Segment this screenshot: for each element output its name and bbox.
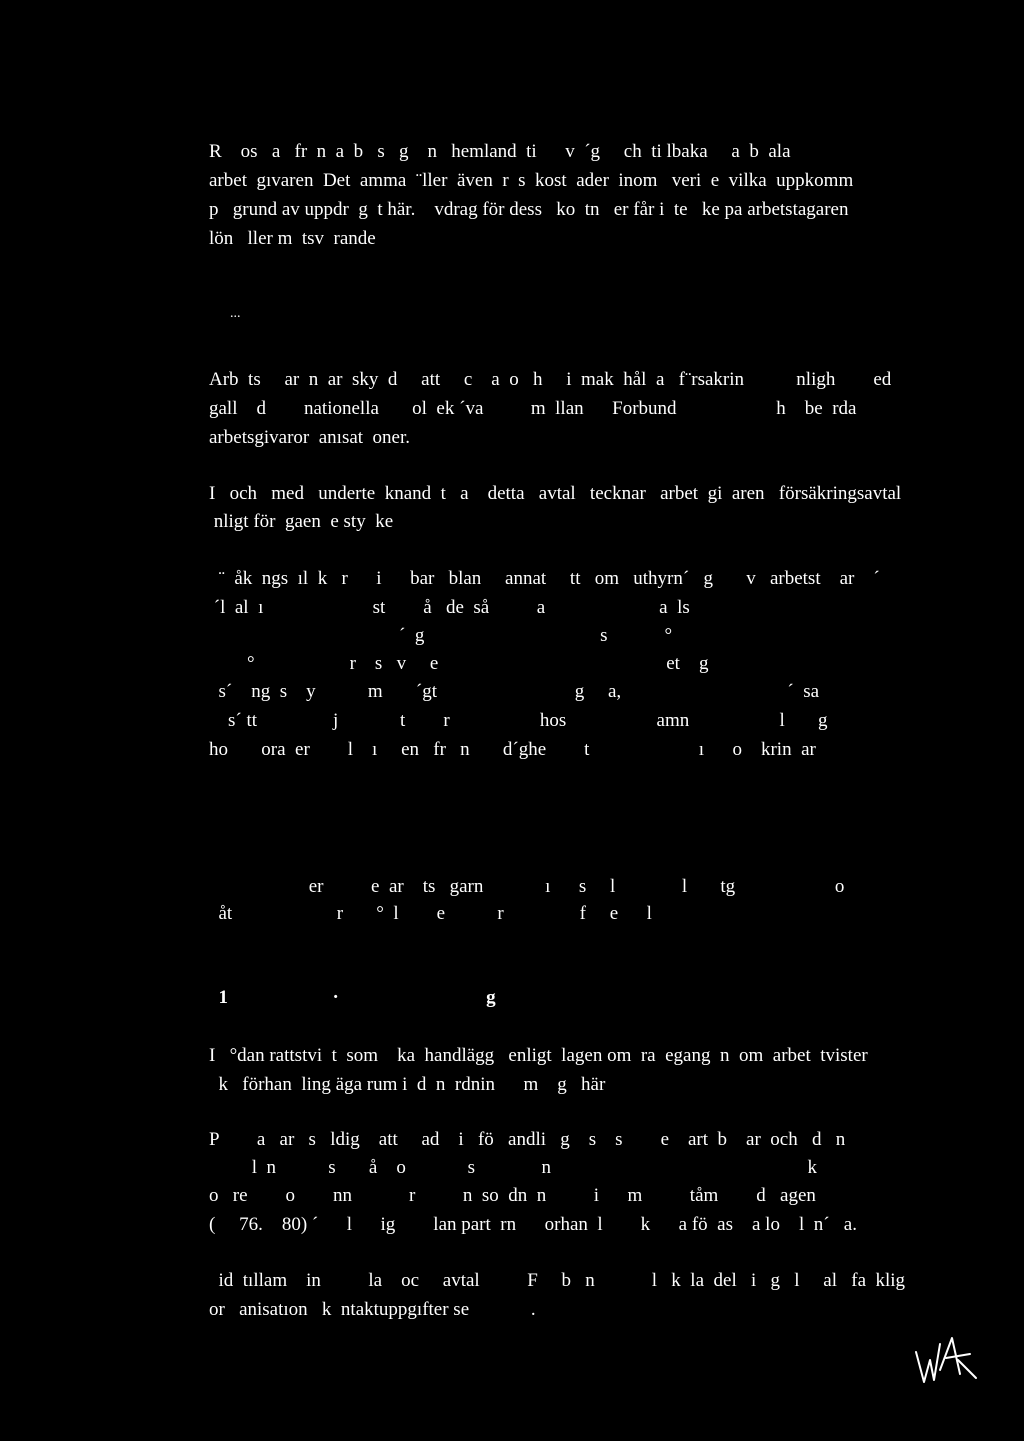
text-line: åt r ° l e r f e l	[209, 903, 652, 924]
text-line: R os a fr n a b s g n hemland ti v ´g ch ti lbaka a b ala	[209, 141, 791, 162]
text-line: ° r s v e et g	[209, 653, 709, 674]
text-line: I °dan rattstvi t som ka handlägg enligt lagen om ra egang n om arbet tvister	[209, 1045, 868, 1066]
text-line: p grund av uppdr g t här. vdrag för dess ko tn er får i te ke pa arbetstagaren	[209, 199, 849, 220]
text-line: s´ ng s y m ´gt g a, ´ sa	[209, 681, 820, 702]
text-line: arbetsgivaror anısat oner.	[209, 427, 411, 448]
text-line: arbet gıvaren Det amma ¨ller även r s kost ader inom veri e vilka uppkomm	[209, 170, 854, 191]
text-line: l n s å o s n k	[209, 1157, 817, 1178]
text-line: ¨ åk ngs ıl k r i bar blan annat tt om uthyrn´ g v arbetst ar ´	[209, 568, 880, 589]
text-line: id tıllam in la oc avtal F b n l k la del i g l al fa klig	[209, 1270, 906, 1291]
text-line: P a ar s ldig att ad i fö andli g s s e art b ar och d n	[209, 1129, 846, 1150]
text-line: o re o nn r n so dn n i m tåm d agen	[209, 1185, 816, 1206]
text-line: ho ora er l ı en fr n d´ghe t ı o krin ar	[209, 739, 816, 760]
section-heading: 1 · g	[209, 987, 496, 1008]
text-line: ( 76. 80) ´ l ig lan part rn orhan l k a fö as a lo l n´ a.	[209, 1214, 857, 1235]
text-line: nligt för gaen e sty ke	[209, 511, 394, 532]
text-line: or anisatıon k ntaktuppgıfter se .	[209, 1299, 536, 1320]
text-line: I och med underte knand t a detta avtal tecknar arbet gi aren försäkringsavtal	[209, 483, 902, 504]
text-line: er e ar ts garn ı s l l tg o	[209, 876, 845, 897]
text-line: k förhan ling äga rum i d n rdnin m g här	[209, 1074, 606, 1095]
text-line: lön ller m tsv rande	[209, 228, 376, 249]
text-line: gall d nationella ol ek ´va m llan Forbund h be rda	[209, 398, 857, 419]
signature-initials	[912, 1330, 982, 1390]
text-line: ´l al ı st å de så a a ls	[209, 597, 690, 618]
text-line: Arb ts ar n ar sky d att c a o h i mak hål a f¨rsakrin nligh ed	[209, 369, 892, 390]
section-heading: ...	[209, 306, 241, 321]
text-line: ´ g s °	[209, 625, 673, 646]
text-line: s´ tt j t r hos amn l g	[209, 710, 828, 731]
